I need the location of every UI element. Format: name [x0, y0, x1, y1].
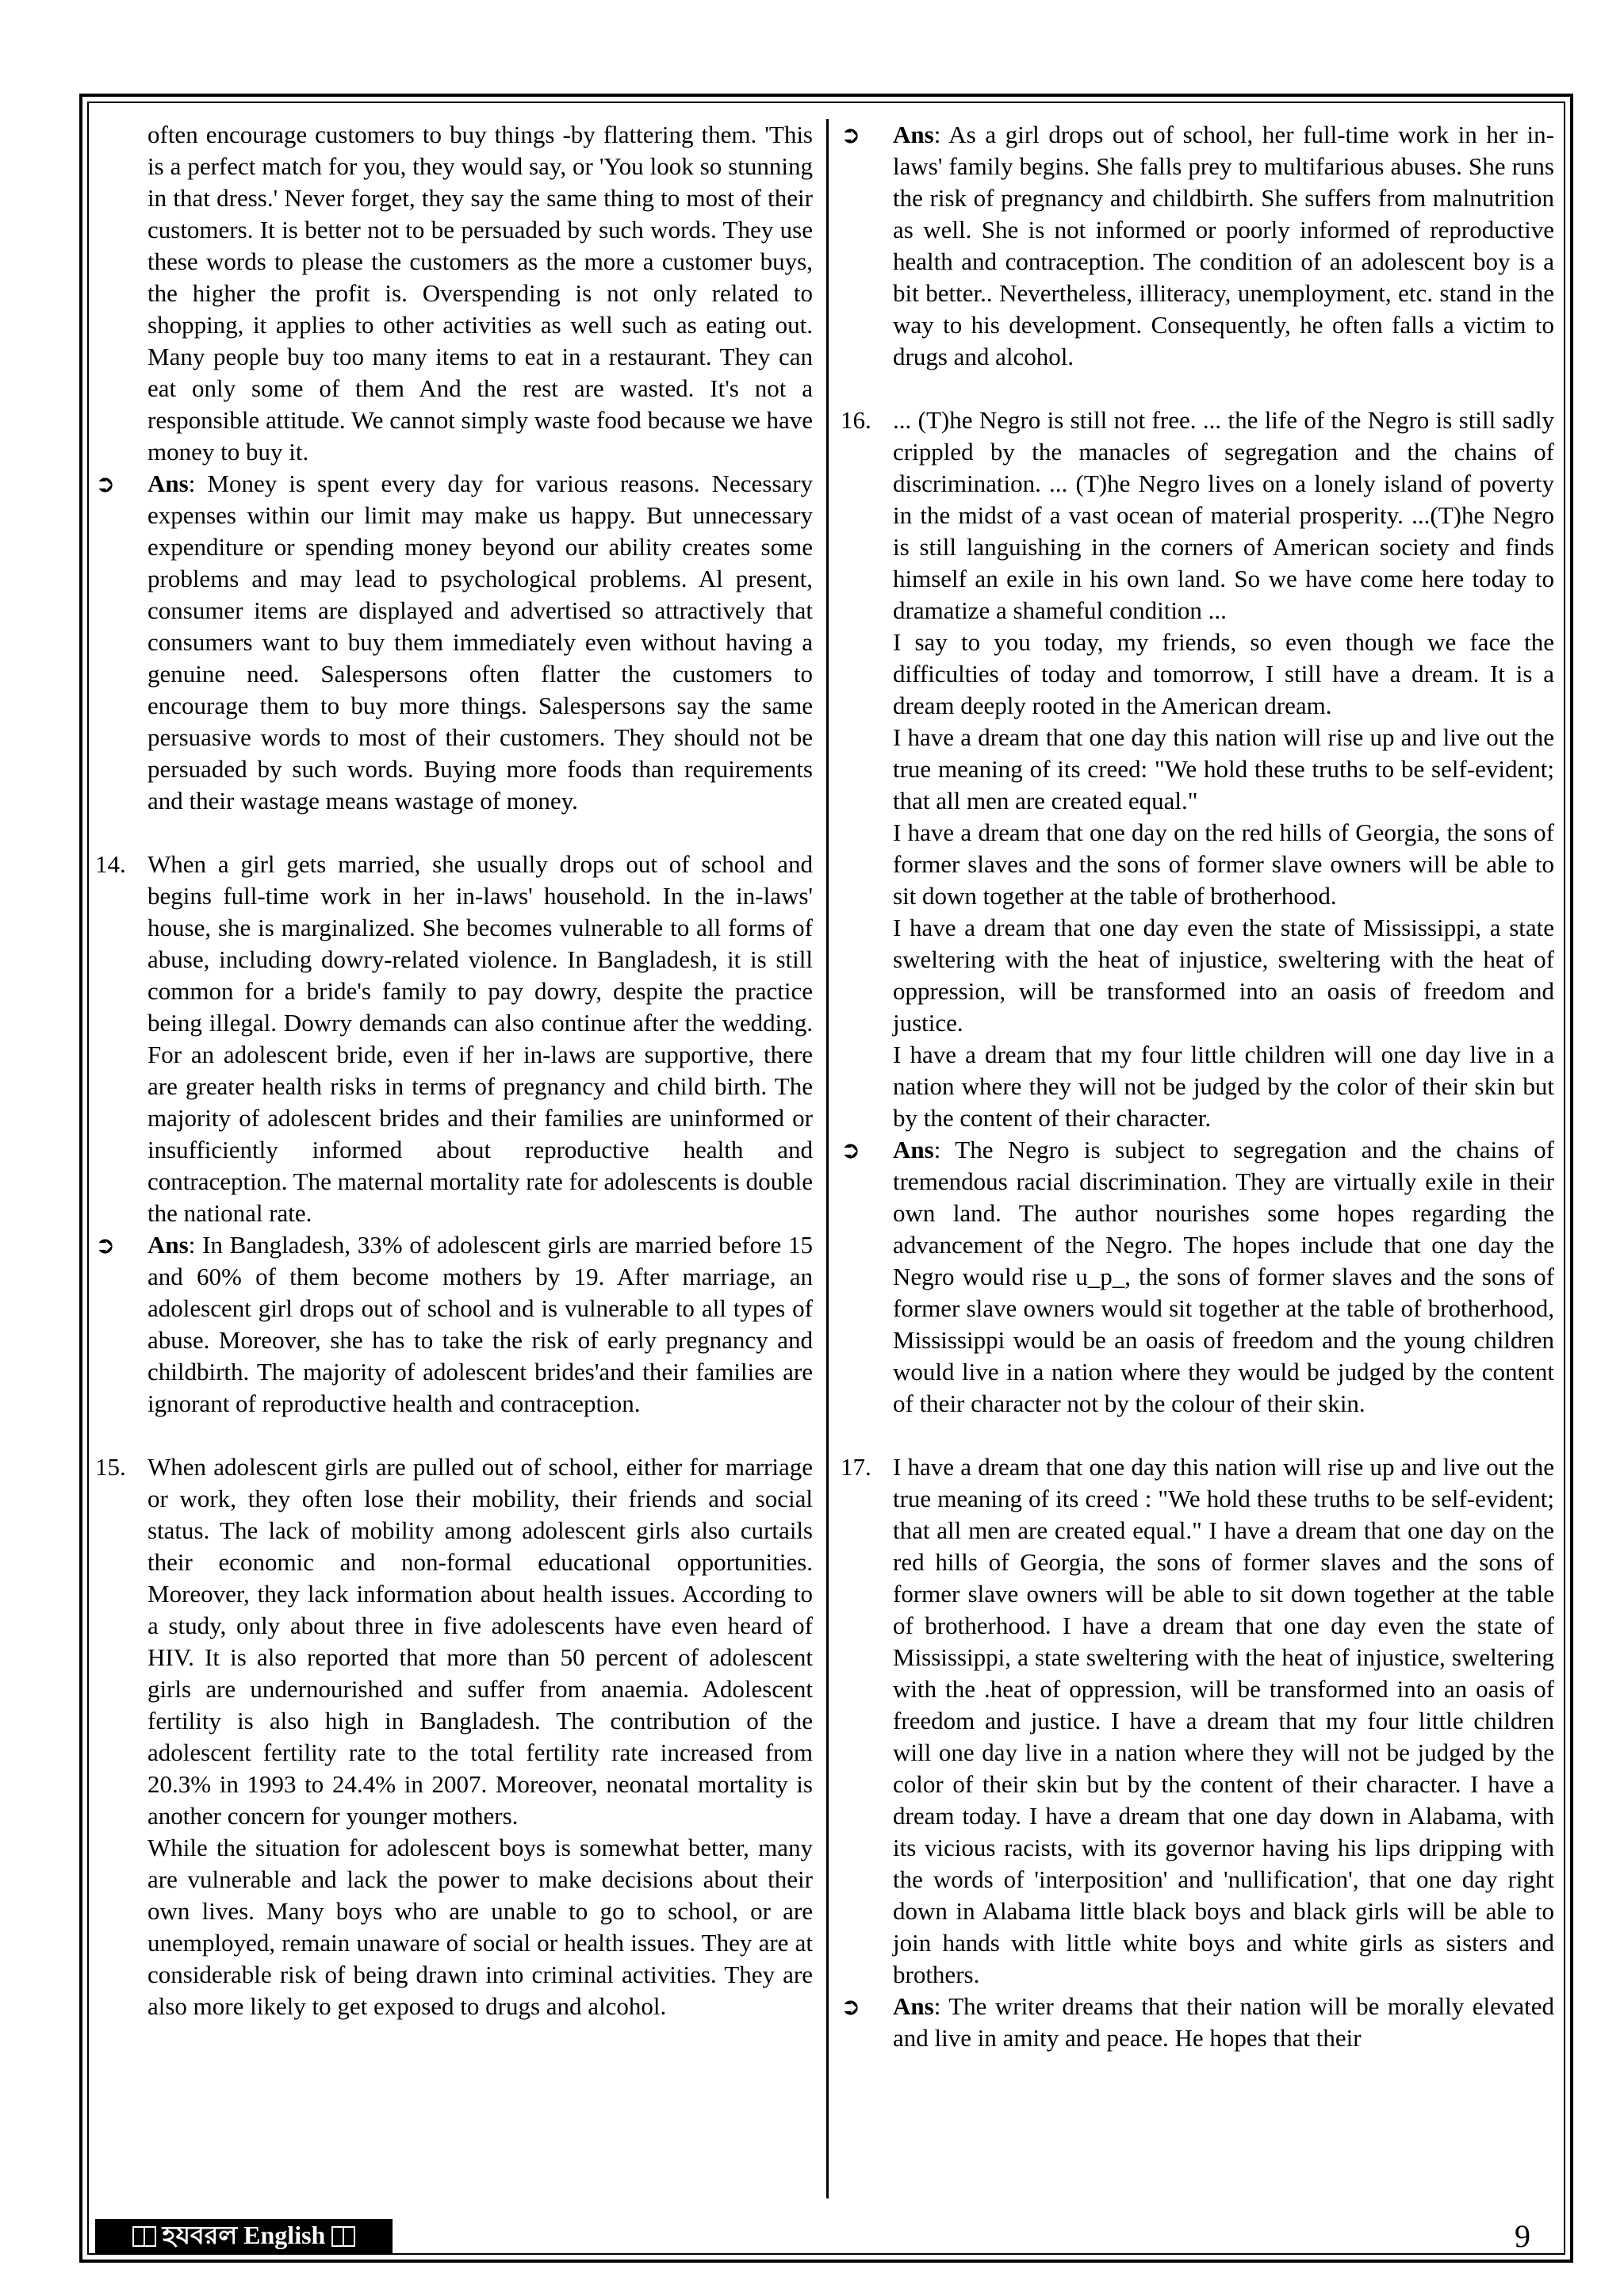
answer-text: : The Negro is subject to segregation and the chains of tremendous racial discrimination. They are virtually exile in their own land. The author nourishes some hopes regarding the advancement of the Negro. The hopes include that one day the Negro would rise u_p_, the sons of former slaves and the sons of former slave owners would sit together at the table of brotherhood, Mississippi would be an oasis of freedom and the young children would live in a nation where they would be judged by the content of their character not by the colour of their skin. — [893, 1136, 1554, 1417]
question-text: ... (T)he Negro is still not free. ... the life of the Negro is still sadly crippled by the manacles of segregation and the chains of discrimination. ... (T)he Negro lives on a lonely island of poverty in the midst of a vast ocean of material prosperity. ...(T)he Negro is still languishing in the corners of American society and finds himself an exile in his own land. So we have come here today to dramatize a shameful condition ... — [893, 406, 1554, 624]
answer-label: Ans — [893, 1136, 934, 1163]
question-number: 14. — [95, 850, 126, 878]
right-column — [841, 119, 1554, 2054]
answer-15 — [841, 119, 1554, 373]
brand-text: হযবরল English — [162, 2221, 326, 2249]
arrow-bullet-icon: ➲ — [841, 1137, 861, 1164]
page-number: 9 — [1515, 2218, 1530, 2254]
answer-text: : As a girl drops out of school, her full-time work in her in-laws' family begins. She falls prey to multifarious abuses. She runs the risk of pregnancy and childbirth. She suffers from malnutrition as well. She is not informed or poorly informed of reproductive health and contraception. The condition of an adolescent boy is a bit better.. Nevertheless, illiteracy, unemployment, etc. stand in the way to his development. Consequently, he often falls a victim to drugs and alcohol. — [893, 121, 1554, 370]
answer-17 — [841, 1991, 1554, 2054]
arrow-bullet-icon: ➲ — [95, 1232, 116, 1259]
question-14 — [95, 849, 813, 1229]
question-paragraph: I have a dream that my four little children will one day live in a nation where they will not be judged by the color of their skin but by the content of their character. — [893, 1041, 1554, 1132]
answer-16 — [841, 1134, 1554, 1420]
question-text: When adolescent girls are pulled out of school, either for marriage or work, they often lose their mobility, their friends and social status. The lack of mobility among adolescent girls also curtails their economic and non-formal educational opportunities. Moreover, they lack information about health issues. According to a study, only about three in five adolescents have even heard of HIV. It is also reported that more than 50 percent of adolescent girls are undernourished and suffer from anaemia. Adolescent fertility is also high in Bangladesh. The contribution of the adolescent fertility rate to the total fertility rate increased from 20.3% in 1993 to 24.4% in 2007. Moreover, neonatal mortality is another concern for younger mothers. — [147, 1453, 813, 1830]
question-paragraph: I have a dream that one day on the red hills of Georgia, the sons of former slaves and the sons of former slave owners will be able to sit down together at the table of brotherhood. — [893, 818, 1554, 910]
arrow-bullet-icon: ➲ — [841, 121, 861, 149]
answer-label: Ans — [893, 1992, 934, 2020]
answer-14 — [95, 1229, 813, 1420]
question-number: 16. — [841, 406, 871, 434]
question-text: When a girl gets married, she usually drops out of school and begins full-time work in her in-laws' household. In the in-laws' house, she is marginalized. She becomes vulnerable to all forms of abuse, including dowry-related violence. In Bangladesh, it is still common for a bride's family to pay dowry, despite the practice being illegal. Dowry demands can also continue after the wedding. For an adolescent bride, even if her in-laws are supportive, there are greater health risks in terms of pregnancy and child birth. The majority of adolescent brides and their families are uninformed or insufficiently informed about reproductive health and contraception. The maternal mortality rate for adolescents is double the national rate. — [147, 850, 813, 1227]
question-paragraph: I say to you today, my friends, so even though we face the difficulties of today and tomorrow, I still have a dream. It is a dream deeply rooted in the American dream. — [893, 628, 1554, 719]
question-15 — [95, 1451, 813, 1832]
question-text-continued: While the situation for adolescent boys is somewhat better, many are vulnerable and lack the power to make decisions about their own lives. Many boys who are unable to go to school, or are unemployed, remain unaware of social or health issues. They are at considerable risk of being drawn into criminal activities. They are also more likely to get exposed to drugs and alcohol. — [147, 1834, 813, 2020]
question-number: 17. — [841, 1453, 871, 1481]
brand-badge — [95, 2219, 393, 2254]
answer-label: Ans — [147, 1231, 189, 1259]
arrow-bullet-icon: ➲ — [841, 1993, 861, 2021]
left-column — [95, 119, 813, 2022]
q13-continuation-text: often encourage customers to buy things -by flattering them. 'This is a perfect match for you, they would say, or 'You look so stunning in that dress.' Never forget, they say the same thing to most of their customers. It is better not to be persuaded by such words. They use these words to please the customers as the more a customer buys, the higher the profit is. Overspending is not only related to shopping, it applies to other activities as well such as eating out. Many people buy too many items to eat in a restaurant. They can eat only some of them And the rest are wasted. It's not a responsible attitude. We cannot simply waste food because we have money to buy it. — [147, 121, 813, 466]
answer-text: : The writer dreams that their nation will be morally elevated and live in amity and peace. He hopes that their — [893, 1992, 1554, 2052]
book-icon — [132, 2226, 156, 2247]
question-16 — [841, 404, 1554, 1134]
question-text: I have a dream that one day this nation will rise up and live out the true meaning of its creed : "We hold these truths to be self-evident; that all men are created equal." I have a dream that one day on the red hills of Georgia, the sons of former slaves and the sons of former slave owners will be able to sit down together at the table of brotherhood. I have a dream that one day even the state of Mississippi, a state sweltering with the heat of injustice, sweltering with the .heat of oppression, will be transformed into an oasis of freedom and justice. I have a dream that my four little children will one day live in a nation where they will not be judged by the color of their skin but by the content of their character. I have a dream today. I have a dream that one day down in Alabama, with its vicious racists, with its governor having his lips dripping with the words of 'interposition' and 'nullification', that one day right down in Alabama little black boys and black girls will be able to join hands with little white boys and white girls as sisters and brothers. — [893, 1453, 1554, 1988]
book-icon — [331, 2226, 355, 2247]
answer-13 — [95, 468, 813, 817]
question-paragraph: I have a dream that one day this nation will rise up and live out the true meaning of its creed: "We hold these truths to be self-evident; that all men are created equal." — [893, 723, 1554, 815]
column-divider — [826, 119, 829, 2198]
answer-text: : In Bangladesh, 33% of adolescent girls are married before 15 and 60% of them become mothers by 19. After marriage, an adolescent girl drops out of school and is vulnerable to all types of abuse. Moreover, she has to take the risk of early pregnancy and childbirth. The majority of adolescent brides'and their families are ignorant of reproductive health and contraception. — [147, 1231, 813, 1417]
arrow-bullet-icon: ➲ — [95, 470, 116, 498]
question-17 — [841, 1451, 1554, 1991]
answer-label: Ans — [147, 470, 189, 497]
question-number: 15. — [95, 1453, 126, 1481]
answer-text: : Money is spent every day for various reasons. Necessary expenses within our limit may make us happy. But unnecessary expenditure or spending money beyond our ability creates some problems and may lead to psychological problems. Al present, consumer items are displayed and advertised so attractively that consumers want to buy them immediately even without having a genuine need. Salespersons often flatter the customers to encourage them to buy more things. Salespersons say the same persuasive words to most of their customers. They should not be persuaded by such words. Buying more foods than requirements and their wastage means wastage of money. — [147, 470, 813, 815]
answer-label: Ans — [893, 121, 934, 148]
question-paragraph: I have a dream that one day even the state of Mississippi, a state sweltering with the heat of injustice, sweltering with the heat of oppression, will be transformed into an oasis of freedom and justice. — [893, 914, 1554, 1037]
